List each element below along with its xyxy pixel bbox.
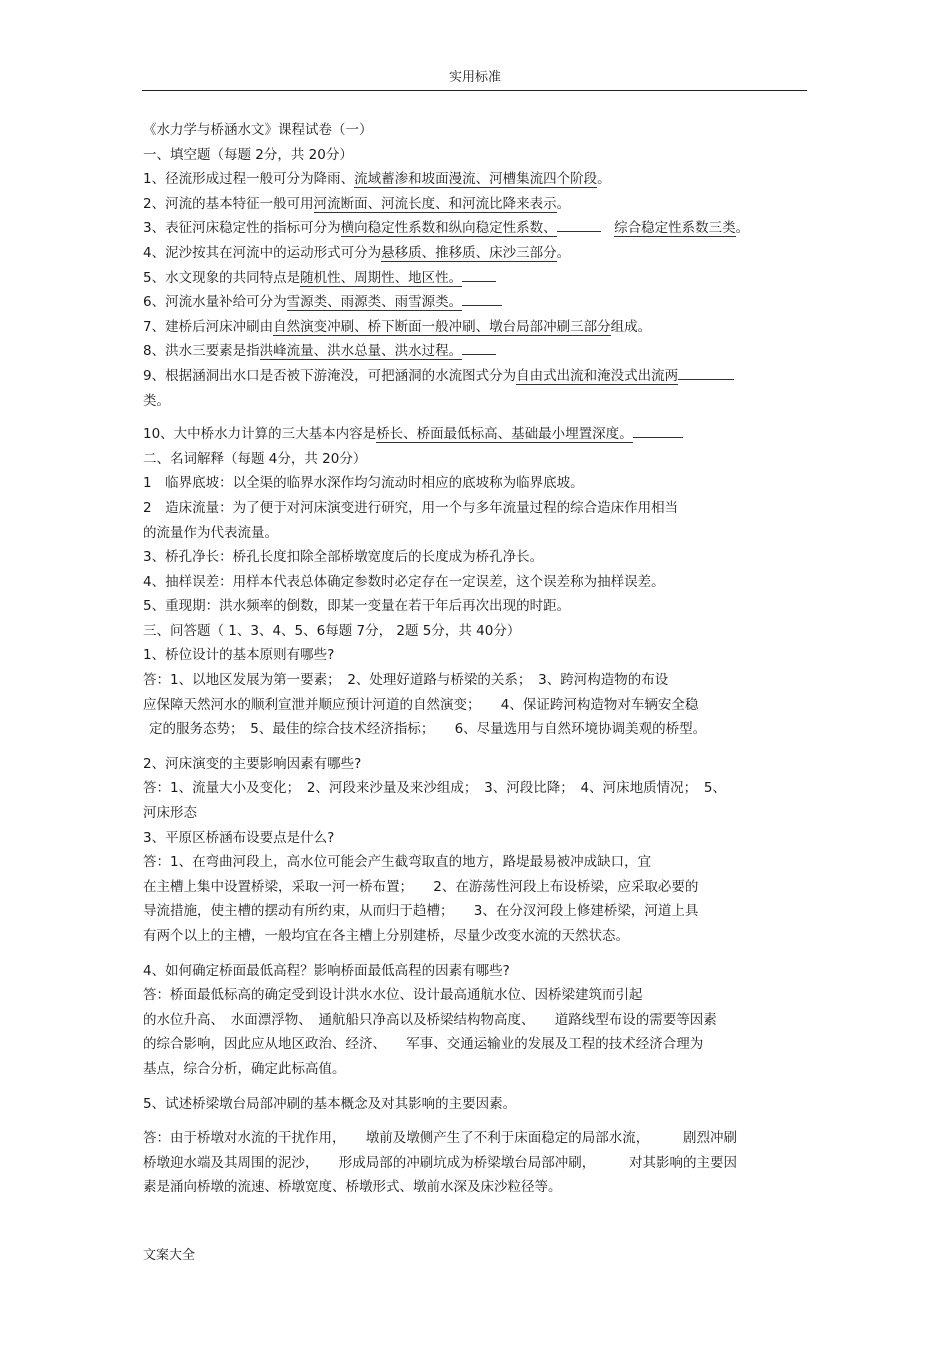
answer-blank: 综合稳定性系数三类 xyxy=(614,220,736,237)
answer-blank: 桥长、桥面最低标高、基础最小埋置深度 xyxy=(376,426,620,443)
fill-question-3: 3、表征河床稳定性的指标可分为横向稳定性系数和纵向稳定性系数、 综合稳定性系数三类。 xyxy=(143,216,803,241)
fill-question-8: 8、洪水三要素是指洪峰流量、洪水总量、洪水过程。 xyxy=(143,339,803,364)
answer-4-line-3: 的综合影响，因此应从地区政治、经济、 军事、交通运输业的发展及工程的技术经济合理为 xyxy=(143,1036,704,1053)
fill-question-5: 5、水文现象的共同特点是随机性、周期性、地区性。 xyxy=(143,266,803,291)
answer-blank: 横向稳定性系数和纵向稳定性系数、 xyxy=(340,220,557,237)
answer-blank: 自由式出流和淹没式出流两 xyxy=(516,367,679,384)
question-2: 2、河床演变的主要影响因素有哪些? xyxy=(143,755,362,772)
definition-5: 5、重现期：洪水频率的倒数，即某一变量在若干年后再次出现的时距。 xyxy=(143,598,571,615)
fill-question-2: 2、河流的基本特征一般可用河流断面、河流长度、和河流比降来表示。 xyxy=(143,195,571,212)
answer-3-line-1: 答：1、在弯曲河段上，高水位可能会产生截弯取直的地方，路堤最易被冲成缺口，宜 xyxy=(143,854,652,871)
answer-3-line-2: 在主槽上集中设置桥梁，采取一河一桥布置； 2、在游荡性河段上布设桥梁，应采取必要的 xyxy=(143,878,699,895)
section-3-heading: 三、问答题（ 1、3、4、5、6每题 7分， 2题 5分，共 40分） xyxy=(143,622,521,639)
definition-2: 2 造床流量：为了便于对河床演变进行研究，用一个与多年流量过程的综合造床作用相当 xyxy=(143,499,679,516)
answer-2-line-2: 河床形态 xyxy=(143,805,197,822)
answer-blank: 流域蓄渗和坡面漫流、河槽集流四个阶段 xyxy=(354,171,598,188)
definition-3: 3、桥孔净长：桥孔长度扣除全部桥墩宽度后的长度成为桥孔净长。 xyxy=(143,549,544,566)
fill-question-9: 9、根据涵洞出水口是否被下游淹没，可把涵洞的水流图式分为自由式出流和淹没式出流两 xyxy=(143,364,803,389)
answer-1-line-2: 应保障天然河水的顺利宣泄并顺应预计河道的自然演变； 4、保证跨河构造物对车辆安全稳 xyxy=(143,696,699,713)
fill-question-6: 6、河流水量补给可分为雪源类、雨源类、雨雪源类。 xyxy=(143,290,803,315)
exam-content xyxy=(143,118,803,1200)
section-1-heading: 一、填空题（每题 2分，共 20分） xyxy=(143,146,353,163)
page-header: 实用标准 xyxy=(448,70,501,85)
answer-blank: 自然演变冲刷、桥下断面一般冲刷、墩台局部冲刷三部分 xyxy=(273,318,611,335)
definition-2-cont: 的流量作为代表流量。 xyxy=(143,524,278,541)
answer-blank: 随机性、周期性、地区性 xyxy=(300,269,449,286)
answer-blank: 悬移质、推移质、床沙三部分 xyxy=(381,244,557,261)
section-2-heading: 二、名词解释（每题 4分，共 20分） xyxy=(143,450,367,467)
header-divider xyxy=(142,90,807,91)
page-footer: 文案大全 xyxy=(143,1248,196,1263)
fill-question-1: 1、径流形成过程一般可分为降雨、流域蓄渗和坡面漫流、河槽集流四个阶段。 xyxy=(143,171,611,188)
definition-1: 1 临界底坡：以全渠的临界水深作均匀流动时相应的底坡称为临界底坡。 xyxy=(143,475,584,492)
question-5: 5、试述桥梁墩台局部冲刷的基本概念及对其影响的主要因素。 xyxy=(143,1095,517,1112)
answer-4-line-4: 基点，综合分析，确定此标高值。 xyxy=(143,1060,346,1077)
answer-5-line-3: 素是涌向桥墩的流速、桥墩宽度、桥墩形式、墩前水深及床沙粒径等。 xyxy=(143,1179,562,1196)
fill-question-10: 10、大中桥水力计算的三大基本内容是桥长、桥面最低标高、基础最小埋置深度。 xyxy=(143,422,803,447)
answer-4-line-2: 的水位升高、 水面漂浮物、 通航船只净高以及桥梁结构物高度、 道路线型布设的需要等因素 xyxy=(143,1011,717,1028)
answer-blank: 洪峰流量、洪水总量、洪水过程 xyxy=(259,343,449,360)
answer-blank xyxy=(557,217,601,232)
exam-title: 《水力学与桥涵水文》课程试卷（一） xyxy=(143,122,373,138)
question-1: 1、桥位设计的基本原则有哪些? xyxy=(143,647,335,664)
fill-question-7: 7、建桥后河床冲刷由自然演变冲刷、桥下断面一般冲刷、墩台局部冲刷三部分组成。 xyxy=(143,318,652,335)
fill-question-4: 4、泥沙按其在河流中的运动形式可分为悬移质、推移质、床沙三部分。 xyxy=(143,244,571,261)
answer-1-line-1: 答：1、以地区发展为第一要素； 2、处理好道路与桥梁的关系； 3、跨河构造物的布设 xyxy=(143,672,669,689)
answer-1-line-3: 定的服务态势； 5、最佳的综合技术经济指标； 6、尽量选用与自然环境协调美观的桥型。 xyxy=(149,721,707,738)
answer-5-line-2: 桥墩迎水端及其周围的泥沙， 形成局部的冲刷坑成为桥梁墩台局部冲刷， 对其影响的主要因 xyxy=(143,1154,737,1171)
answer-3-line-3: 导流措施，使主槽的摆动有所约束，从而归于趋槽； 3、在分汊河段上修建桥梁，河道上具 xyxy=(143,903,699,920)
answer-blank: 河流断面、河流长度、和河流比降来表示 xyxy=(313,195,557,212)
question-3: 3、平原区桥涵布设要点是什么? xyxy=(143,829,335,846)
question-4: 4、如何确定桥面最低高程？影响桥面最低高程的因素有哪些? xyxy=(143,962,510,979)
answer-3-line-4: 有两个以上的主槽，一般均宜在各主槽上分别建桥，尽量少改变水流的天然状态。 xyxy=(143,928,629,944)
definition-4: 4、抽样误差：用样本代表总体确定参数时必定存在一定误差，这个误差称为抽样误差。 xyxy=(143,573,665,590)
answer-blank: 雪源类、雨源类、雨雪源类 xyxy=(286,294,449,311)
answer-4-line-1: 答：桥面最低标高的确定受到设计洪水水位、设计最高通航水位、因桥梁建筑而引起 xyxy=(143,987,643,1004)
answer-5-line-1: 答：由于桥墩对水流的干扰作用， 墩前及墩侧产生了不利于床面稳定的局部水流， 剧烈冲刷 xyxy=(143,1130,737,1147)
fill-question-9-cont: 类。 xyxy=(143,392,170,409)
answer-2-line-1: 答：1、流量大小及变化； 2、河段来沙量及来沙组成； 3、河段比降； 4、河床地质情况； 5、 xyxy=(143,780,726,797)
